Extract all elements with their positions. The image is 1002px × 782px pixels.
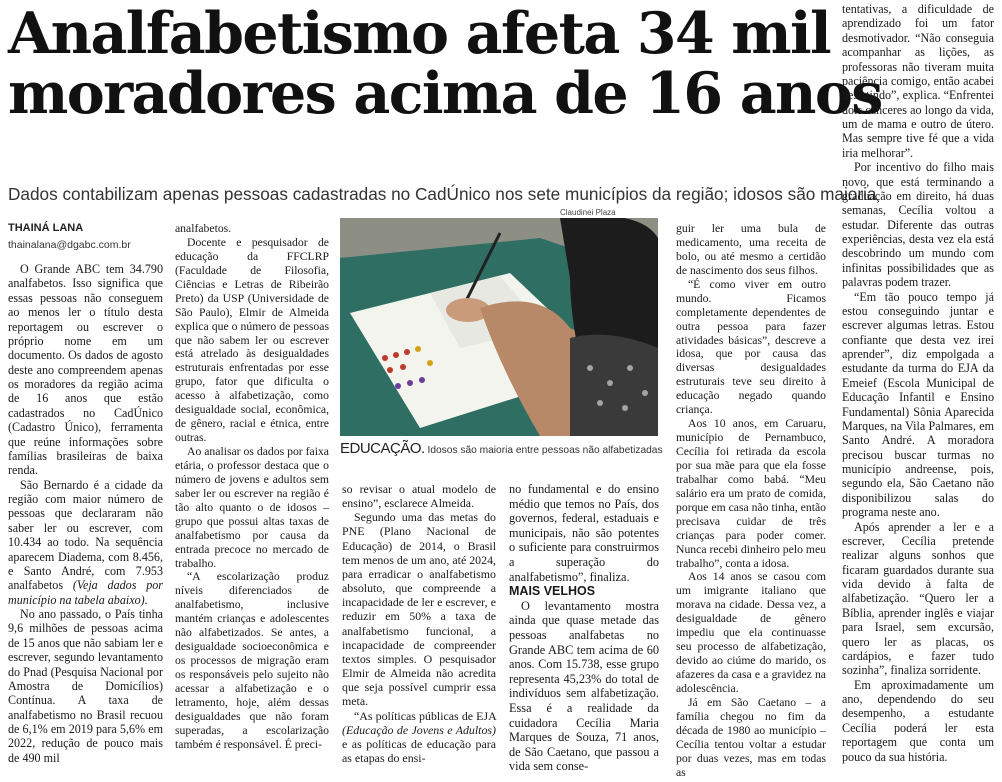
section-heading: MAIS VELHOS	[509, 584, 596, 599]
column-2	[175, 222, 329, 752]
author-email: thainalana@dgabc.com.br	[8, 239, 131, 251]
paragraph: O Grande ABC tem 34.790 analfabetos. Isso significa que essas pessoas não conseguem ao menos ler o título desta reportagem ou escrever o próprio nome em um documento. Os dados de agosto deste ano compreendem apenas os moradores da região acima de 16 anos que estão cadastrados no CadÚnico (Cadastro Único), ferramenta que reúne informações sobre famílias brasileiras de baixa renda.	[8, 262, 163, 478]
caption-label: EDUCAÇÃO.	[340, 440, 425, 457]
article-photo	[340, 218, 658, 436]
column-3	[342, 482, 496, 765]
column-5	[676, 222, 826, 780]
paragraph: so revisar o atual modelo de ensino”, esclarece Almeida.	[342, 482, 496, 511]
paragraph: Em aproximadamente um ano, dependendo do seu desempenho, a estudante Cecília poderá ler esta reportagem que conta um pouco da sua história.	[842, 677, 994, 764]
paragraph: Segundo uma das metas do PNE (Plano Nacional de Educação) de 2014, o Brasil tem menos de um ano, até 2024, para erradicar o analfabetismo absoluto, que compreende a incapacidade de ler e escrever, e reduzir em 50% a taxa de analfabetismo funcional, a incapacidade de compreender textos simples. O pesquisador Elmir de Almeida não acredita que seja possível cumprir essa meta.	[342, 510, 496, 709]
caption-text: Idosos são maioria entre pessoas não alfabetizadas	[424, 445, 663, 456]
paragraph: Aos 14 anos se casou com um imigrante italiano que morava na cidade. Dessa vez, a desigualdade de gênero impediu que ela continuasse seu processo de alfabetização, devido ao ciúme do marido, os afazeres da casa e a gravidez na adolescência.	[676, 570, 826, 695]
paragraph: “A escolarização produz níveis diferenciados de analfabetismo, inclusive mantém crianças e adolescentes não alfabetizados. Se antes, a desigualdade socioeconômica e os processos de migração eram os responsáveis pelo sujeito não acessar a alfabetização e o letramento, hoje, além dessas desigualdades que não foram superadas, a escolarização também é responsável. É preci-	[175, 570, 329, 751]
paragraph: “Em tão pouco tempo já estou conseguindo juntar e escrever algumas letras. Estou confiante que desta vez irei aprender”, diz empolgada a estudante da turma do EJA da Emeief (Escola Municipal de Educação Infantil e Ensino Fundamental) Sônia Aparecida Marques, na Vila Palmares, em Santo André. A moradora precisou buscar turmas no município andreense, pois, segundo ela, São Caetano não disponibilizou salas do programa neste ano.	[842, 289, 994, 520]
paragraph: Por incentivo do filho mais novo, que está terminando a graduação em direito, há duas semanas, Cecília voltou a estudar. Diferente das outras experiências, desta vez ela está descobrindo um mundo com infinitas possibilidades que as palavras podem trazer.	[842, 160, 994, 290]
photo-credit: Claudinei Plaza	[560, 208, 616, 217]
paragraph: Docente e pesquisador de educação da FFCLRP (Faculdade de Filosofia, Ciências e Letras de Ribeirão Preto) da USP (Universidade de São Paulo), Elmir de Almeida explica que o número de pessoas que não sabem ler ou escrever está atrelado às desigualdades estruturais enfrentadas por esse grupo, fator que dificulta o acesso à alfabetização, como desigualdade social, econômica, de gênero, racial e étnica, entre outras.	[175, 235, 329, 445]
paragraph: O levantamento mostra ainda que quase metade das pessoas analfabetas no Grande ABC tem acima de 60 anos. Com 15.738, esse grupo representa 45,23% do total de indivíduos sem alfabetização. Essa é a realidade da cuidadora Cecília Maria Marques de Souza, 71 anos, de São Caetano, que passou a vida sem conse-	[509, 598, 659, 774]
column-4	[509, 482, 659, 774]
paragraph: Já em São Caetano – a família chegou no fim da década de 1980 ao município – Cecília tentou voltar a estudar por duas vezes, mas em todas as	[676, 695, 826, 779]
paragraph: Aos 10 anos, em Caruaru, município de Pernambuco, Cecília foi retirada da escola por sua mãe para que ela fosse trabalhar como babá. “Meu salário era um prato de comida, porque em casa não tinha, então precisava cuidar de três crianças para poder comer. Nunca recebi dinheiro pelo meu trabalho”, conta a idosa.	[676, 417, 826, 570]
headline-line-2: moradores acima de 16 anos	[8, 60, 882, 127]
paragraph: tentativas, a dificuldade de aprendizado foi um fator desmotivador. “Não conseguia acompanhar as lições, as professoras não tiveram muita paciência comigo, então acabei desistindo”, explica. “Enfrentei dois cânceres ao longo da vida, um de mama e outro de útero. Mas sempre tive fé que a vida iria melhorar”.	[842, 2, 994, 160]
column-1	[8, 262, 163, 765]
paragraph: “As políticas públicas de EJA (Educação de Jovens e Adultos) e as políticas de educação para as etapas do ensi-	[342, 708, 496, 765]
paragraph: São Bernardo é a cidade da região com maior número de pessoas que declararam não saber ler ou escrever, com 10.434 ao todo. Na sequência aparecem Diadema, com 8.456, e Santo André, com 7.953 analfabetos (Veja dados por município na tabela abaixo).	[8, 477, 164, 607]
photo-illustration	[340, 218, 658, 436]
author-byline: THAINÁ LANA	[8, 222, 84, 234]
subheadline: Dados contabilizam apenas pessoas cadastradas no CadÚnico nos sete municípios da região; idosos são maioria	[8, 184, 877, 204]
paragraph: “É como viver em outro mundo. Ficamos completamente dependentes de outra pessoa para fazer atividades básicas”, descreve a idosa, que por causa das diversas desigualdades estruturais teve seu direito à educação negado quando criança.	[676, 277, 826, 417]
photo-caption	[340, 440, 663, 457]
paragraph: analfabetos.	[175, 222, 232, 235]
paragraph: No ano passado, o País tinha 9,6 milhões de pessoas acima de 15 anos que não sabiam ler e escrever, segundo levantamento do Pnad (Pesquisa Nacional por Amostra de Domicílios) Contínua. A taxa de analfabetismo no Brasil recuou de 6,1% em 2019 para 5,6% em 2022, redução de pouco mais de 490 mil	[8, 607, 163, 765]
headline-line-1: Analfabetismo afeta 34 mil	[8, 0, 831, 67]
paragraph: guir ler uma bula de medicamento, uma receita de bolo, ou até mesmo a certidão de nascimento dos seus filhos.	[676, 222, 826, 277]
paragraph: no fundamental e do ensino médio que temos no País, dos governos, federal, estaduais e municipais, não são potentes o suficiente para construirmos a superação do analfabetismo”, finaliza.	[509, 482, 659, 584]
column-6	[842, 2, 994, 764]
headline	[8, 0, 882, 127]
paragraph: Após aprender a ler e a escrever, Cecília pretende realizar alguns sonhos que ficaram guardados durante sua vida devido à falta de alfabetização. “Quero ler a Bíblia, aprender inglês e viajar para Israel, sem excursão, quero ler as placas, os cardápios, e fazer tudo sozinha”, finaliza sorridente.	[842, 519, 994, 678]
paragraph: Ao analisar os dados por faixa etária, o professor destaca que o número de jovens e adultos sem saber ler ou escrever na região é tão alto quanto o de idosos – grupo que possui altas taxas de analfabetismo por causa da entrada precoce no mercado de trabalho.	[175, 445, 329, 570]
